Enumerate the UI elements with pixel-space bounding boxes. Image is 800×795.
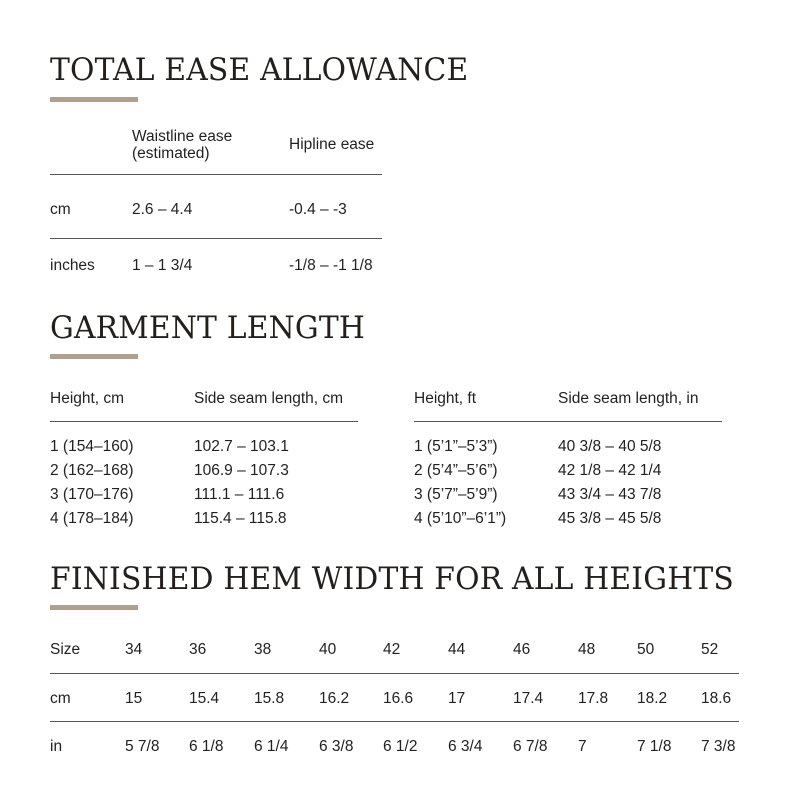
hem-label-in: in [50,738,63,755]
hem-in-cell: 6 1/2 [383,738,418,755]
hem-size-cell: 38 [254,641,272,658]
hem-in-cell: 7 1/8 [637,738,672,755]
hem-cm-cell: 17.8 [578,690,609,707]
hem-size-cell: 44 [448,641,466,658]
hem-size-cell: 46 [513,641,531,658]
length-metric-row-seam: 102.7 – 103.1 [194,438,289,455]
hem-size-cell: 52 [701,641,719,658]
hem-size-cell: 34 [125,641,143,658]
length-metric-row-seam: 106.9 – 107.3 [194,462,289,479]
hem-size-cell: 36 [189,641,207,658]
length-metric-row-height: 3 (170–176) [50,486,134,503]
length-metric-row-height: 4 (178–184) [50,510,134,527]
length-metric-header-height: Height, cm [50,390,125,407]
length-imperial-row-seam: 45 3/8 – 45 5/8 [558,510,662,527]
length-imperial-row-height: 3 (5’7”–5’9”) [414,486,498,503]
hem-in-cell: 6 7/8 [513,738,548,755]
length-metric-row-seam: 115.4 – 115.8 [194,510,287,527]
hem-cm-rule [50,721,739,722]
hem-cm-cell: 17 [448,690,466,707]
length-metric-row-height: 1 (154–160) [50,438,134,455]
hem-section-title: FINISHED HEM WIDTH FOR ALL HEIGHTS [50,561,734,597]
hem-cm-cell: 18.6 [701,690,732,707]
hem-cm-cell: 15.8 [254,690,285,707]
length-imperial-row-seam: 43 3/4 – 43 7/8 [558,486,662,503]
hem-cm-cell: 15 [125,690,143,707]
ease-title-accent [50,97,138,102]
ease-section-title: TOTAL EASE ALLOWANCE [50,52,469,88]
hem-size-cell: 50 [637,641,655,658]
hem-cm-cell: 16.2 [319,690,350,707]
hem-cm-cell: 18.2 [637,690,668,707]
hem-label-cm: cm [50,690,71,707]
hem-title-accent [50,605,138,610]
hem-size-rule [50,673,739,674]
hem-in-cell: 6 1/8 [189,738,224,755]
ease-header-waist-line2: (estimated) [132,145,210,162]
hem-size-cell: 48 [578,641,596,658]
length-imperial-header-rule [414,421,722,422]
hem-in-cell: 5 7/8 [125,738,160,755]
ease-row-rule [50,238,382,239]
length-imperial-row-height: 2 (5’4”–5’6”) [414,462,498,479]
hem-in-cell: 6 3/8 [319,738,354,755]
length-metric-header-rule [50,421,358,422]
hem-label-size: Size [50,641,81,658]
ease-header-waist-line1: Waistline ease [132,128,233,145]
hem-cm-cell: 17.4 [513,690,544,707]
length-imperial-header-seam: Side seam length, in [558,390,699,407]
length-imperial-row-seam: 40 3/8 – 40 5/8 [558,438,662,455]
ease-row-unit: cm [50,201,71,218]
ease-row-hip: -0.4 – -3 [289,201,347,218]
length-title-accent [50,354,138,359]
ease-header-rule [50,174,382,175]
length-imperial-header-height: Height, ft [414,390,477,407]
hem-in-cell: 7 [578,738,587,755]
hem-size-cell: 42 [383,641,401,658]
ease-row-waist: 2.6 – 4.4 [132,201,193,218]
length-imperial-row-height: 4 (5’10”–6’1”) [414,510,507,527]
length-section-title: GARMENT LENGTH [50,310,366,346]
length-imperial-row-height: 1 (5’1”–5’3”) [414,438,498,455]
hem-size-cell: 40 [319,641,337,658]
hem-cm-cell: 15.4 [189,690,220,707]
hem-in-cell: 7 3/8 [701,738,736,755]
ease-header-hip: Hipline ease [289,136,375,153]
length-metric-row-seam: 111.1 – 111.6 [194,486,285,503]
ease-row-waist: 1 – 1 3/4 [132,257,193,274]
hem-cm-cell: 16.6 [383,690,414,707]
ease-row-unit: inches [50,257,95,274]
length-imperial-row-seam: 42 1/8 – 42 1/4 [558,462,662,479]
length-metric-row-height: 2 (162–168) [50,462,134,479]
ease-row-hip: -1/8 – -1 1/8 [289,257,373,274]
hem-in-cell: 6 3/4 [448,738,483,755]
length-metric-header-seam: Side seam length, cm [194,390,344,407]
hem-in-cell: 6 1/4 [254,738,289,755]
